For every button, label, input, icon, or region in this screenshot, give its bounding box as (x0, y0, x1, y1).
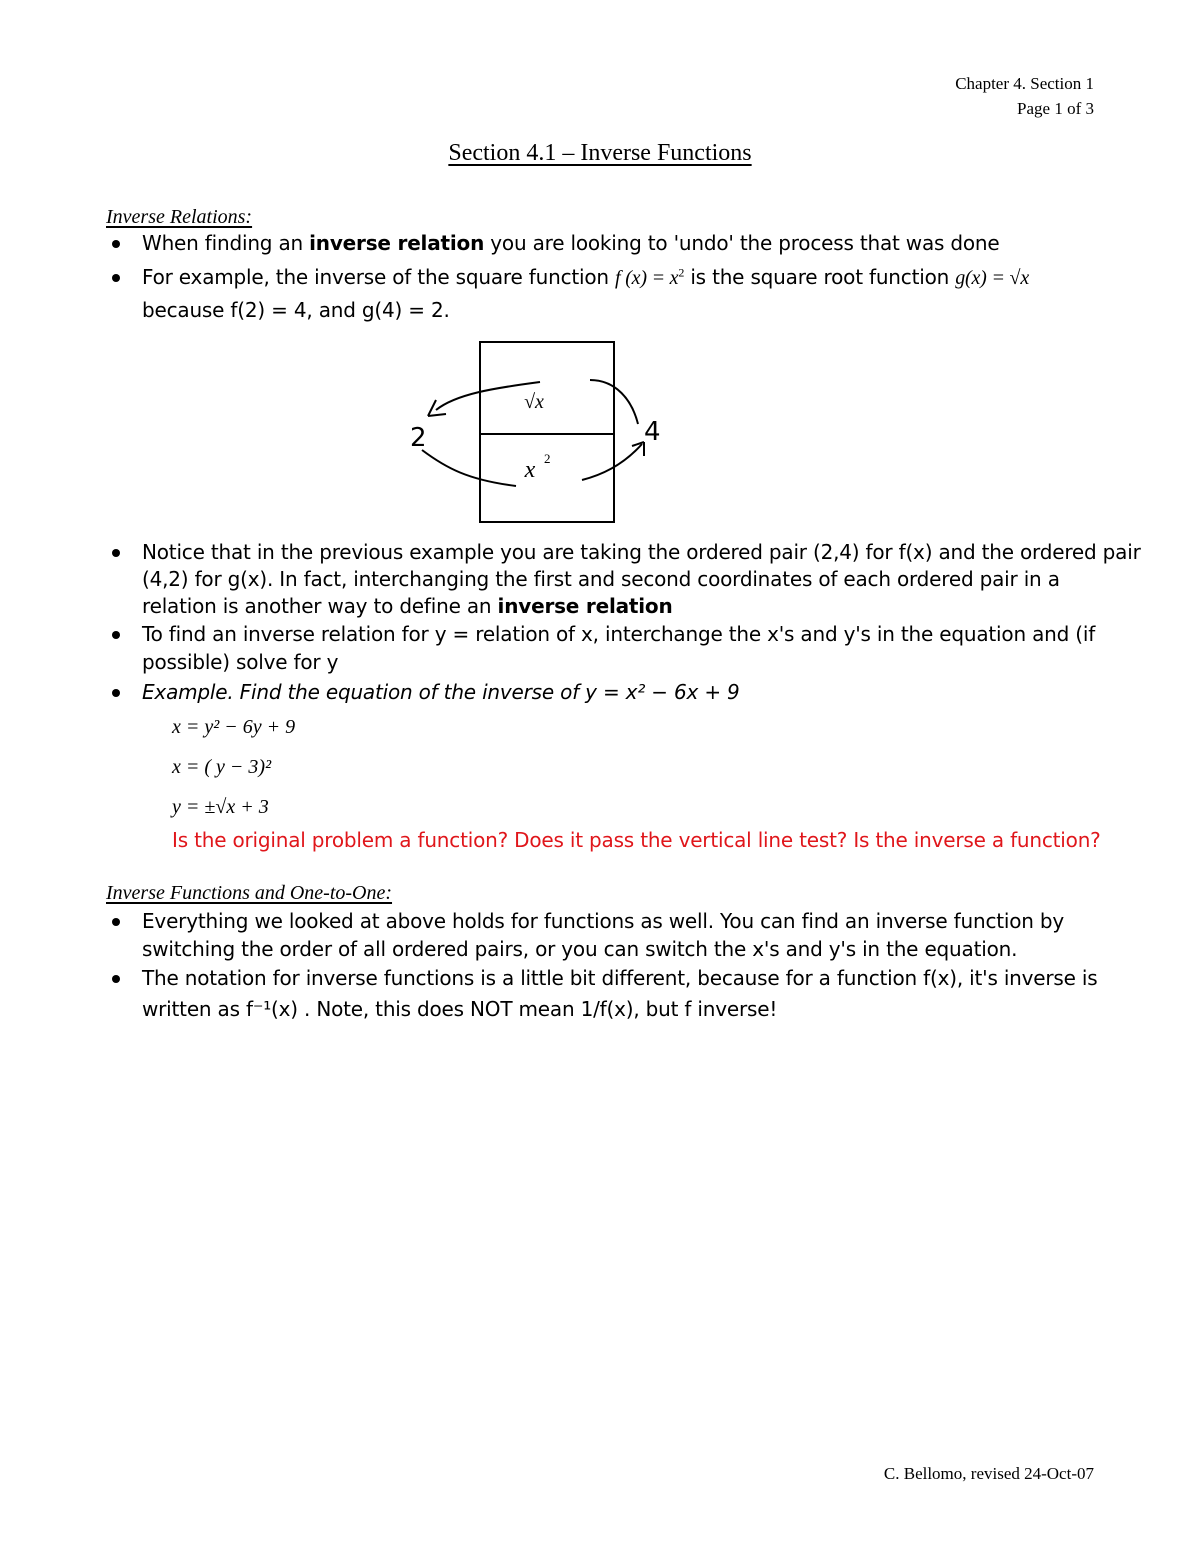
bullet-text: Notice that in the previous example you are taking the ordered pair (2,4) for f(x) and the ordered pair (142, 540, 1141, 564)
bullet-text: When finding an inverse relation you are looking to 'undo' the process that was done (142, 231, 1000, 255)
bullet-text-continuation: (4,2) for g(x). In fact, interchanging the first and second coordinates of each ordered pair in a (142, 567, 1060, 591)
bullet-icon (112, 689, 124, 701)
square-label: x (524, 457, 536, 483)
inverse-function-diagram (394, 330, 674, 530)
bullet-icon (112, 918, 124, 930)
bullet-icon (112, 274, 124, 286)
sqrt-label: √x (524, 391, 544, 413)
bullet-icon (112, 240, 124, 252)
equation-step-1: x = y² − 6y + 9 (172, 716, 296, 738)
page-title: Section 4.1 – Inverse Functions (448, 140, 752, 166)
arc-bottom-right-arrow (582, 444, 642, 480)
bullet-icon (112, 549, 124, 561)
question-text: Is the original problem a function? Does it pass the vertical line test? Is the inverse a function? (172, 828, 1101, 852)
bullet-text-continuation: switching the order of all ordered pairs, or you can switch the x's and y's in the equation. (142, 937, 1018, 961)
number-two: 2 (410, 423, 427, 453)
header-chapter: Chapter 4. Section 1 (955, 74, 1094, 93)
bullet-icon (112, 975, 124, 987)
bullet-text-continuation: written as f⁻¹(x) . Note, this does NOT mean 1/f(x), but f inverse! (142, 997, 778, 1021)
bullet-text: The notation for inverse functions is a little bit different, because for a function f(x), it's inverse is (142, 966, 1098, 990)
number-four: 4 (644, 417, 661, 447)
bullet-text-continuation: because f(2) = 4, and g(4) = 2. (142, 298, 450, 322)
section-heading-inverse-relations: Inverse Relations: (106, 206, 253, 228)
bullet-text: To find an inverse relation for y = relation of x, interchange the x's and y's in the equation and (if (142, 622, 1096, 646)
bullet-text: For example, the inverse of the square function f $(x) = x^2$ is the square root function g(x) = √x (142, 265, 1029, 289)
arc-bottom-left (422, 450, 516, 486)
square-exponent: 2 (544, 451, 551, 466)
example-prompt: Example. Find the equation of the inverse of y = x² − 6x + 9 (142, 680, 740, 704)
header-page: Page 1 of 3 (1017, 99, 1094, 118)
footer-author: C. Bellomo, revised 24-Oct-07 (883, 1464, 1094, 1483)
bullet-text: Everything we looked at above holds for functions as well. You can find an inverse function by (142, 909, 1065, 933)
bullet-text-continuation: possible) solve for y (142, 650, 339, 674)
section-heading-inverse-functions: Inverse Functions and One-to-One: (106, 882, 393, 904)
equation-step-2: x = ( y − 3)² (172, 756, 272, 778)
bullet-icon (112, 631, 124, 643)
equation-step-3: y = ±√x + 3 (172, 796, 269, 818)
function-machine-box (480, 342, 614, 522)
bullet-text-continuation: relation is another way to define an inverse relation (142, 594, 673, 618)
